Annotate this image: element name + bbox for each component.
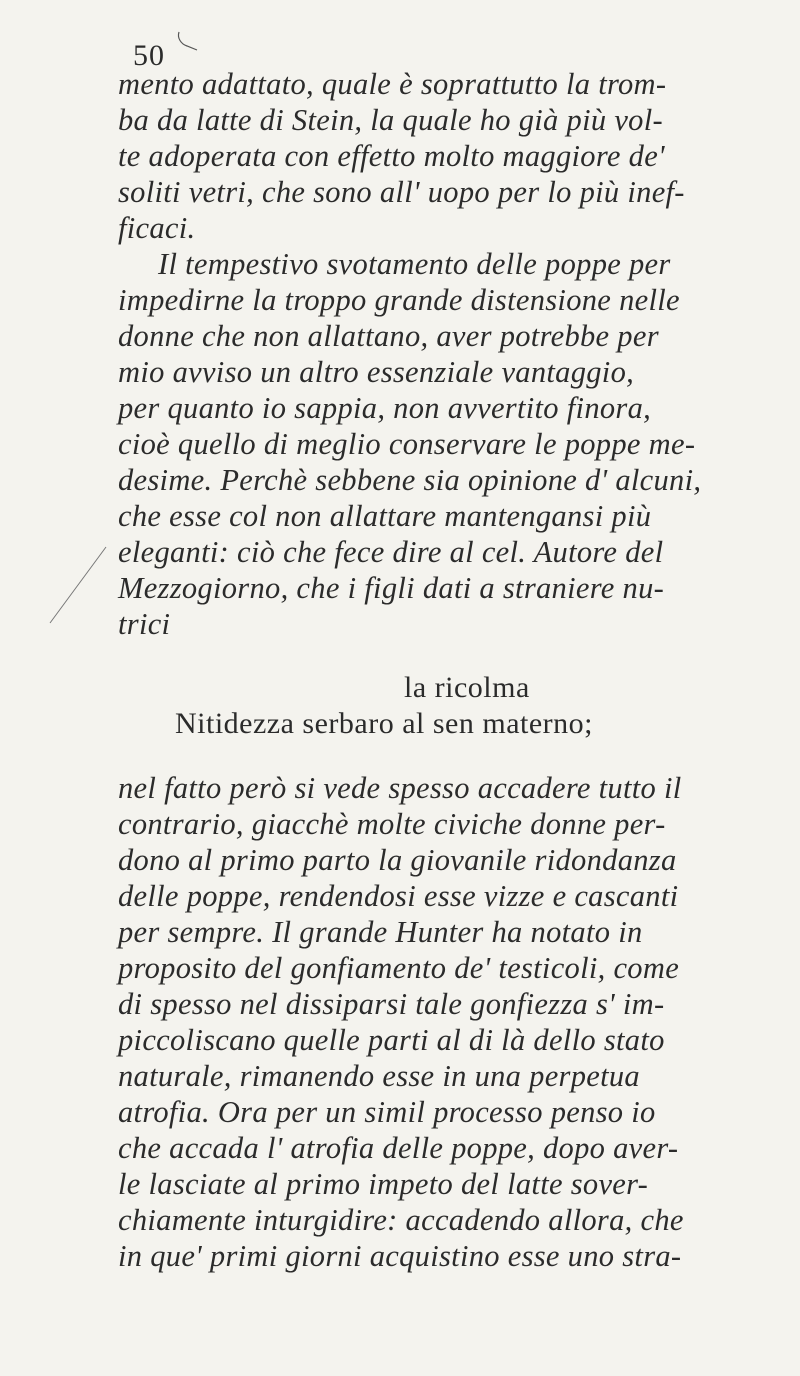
text-line: ba da latte di Stein, la quale ho già più vol- — [118, 103, 663, 137]
verse-line: Nitidezza serbaro al sen materno; — [175, 707, 593, 740]
pencil-stroke-icon — [48, 545, 108, 625]
ink-mark-icon — [175, 30, 203, 52]
text-line: te adoperata con effetto molto maggiore de' — [118, 139, 665, 173]
text-line: Mezzogiorno, che i figli dati a straniere nu- — [118, 571, 665, 605]
text-line: di spesso nel dissiparsi tale gonfiezza s' im- — [118, 987, 665, 1021]
text-line: chiamente inturgidire: accadendo allora, che — [118, 1203, 684, 1237]
text-line: nel fatto però si vede spesso accadere tutto il — [118, 771, 682, 805]
text-line: piccoliscano quelle parti al di là dello stato — [118, 1023, 665, 1057]
text-line: proposito del gonfiamento de' testicoli, come — [118, 951, 680, 985]
text-line: trici — [118, 607, 171, 641]
text-line: in que' primi giorni acquistino esse uno stra- — [118, 1239, 682, 1273]
text-line: mento adattato, quale è soprattutto la trom- — [118, 67, 667, 101]
text-line: naturale, rimanendo esse in una perpetua — [118, 1059, 640, 1093]
text-line: per quanto io sappia, non avvertito finora, — [118, 391, 652, 425]
text-line: che esse col non allattare mantengansi più — [118, 499, 652, 533]
text-line: impedirne la troppo grande distensione nelle — [118, 283, 680, 317]
page-number: 50 — [133, 39, 165, 72]
text-line: le lasciate al primo impeto del latte sover- — [118, 1167, 649, 1201]
text-line: donne che non allattano, aver potrebbe per — [118, 319, 659, 353]
text-line: dono al primo parto la giovanile ridondanza — [118, 843, 677, 877]
text-line: eleganti: ciò che fece dire al cel. Autore del — [118, 535, 664, 569]
text-line: che accada l' atrofia delle poppe, dopo aver- — [118, 1131, 679, 1165]
text-line: desime. Perchè sebbene sia opinione d' alcuni, — [118, 463, 702, 497]
text-line: cioè quello di meglio conservare le poppe me- — [118, 427, 696, 461]
text-line: soliti vetri, che sono all' uopo per lo più inef- — [118, 175, 685, 209]
text-line: Il tempestivo svotamento delle poppe per — [158, 247, 671, 281]
text-line: ficaci. — [118, 211, 196, 245]
text-line: contrario, giacchè molte civiche donne per- — [118, 807, 666, 841]
text-line: per sempre. Il grande Hunter ha notato in — [118, 915, 643, 949]
text-line: delle poppe, rendendosi esse vizze e cascanti — [118, 879, 679, 913]
text-line: atrofia. Ora per un simil processo penso io — [118, 1095, 656, 1129]
text-line: mio avviso un altro essenziale vantaggio, — [118, 355, 635, 389]
verse-line: la ricolma — [404, 671, 530, 704]
